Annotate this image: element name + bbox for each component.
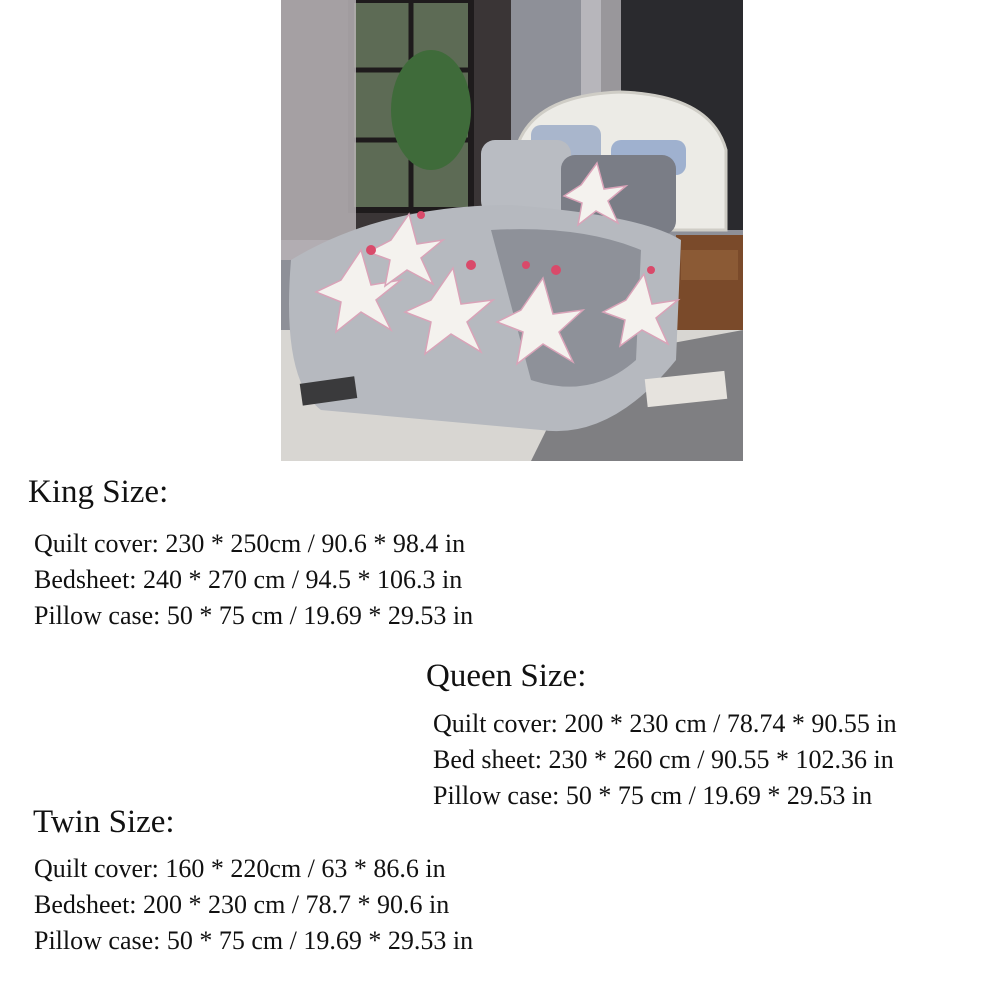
king-pillow-case-spec: Pillow case: 50 * 75 cm / 19.69 * 29.53 in — [34, 601, 474, 630]
queen-bed-sheet-spec: Bed sheet: 230 * 260 cm / 90.55 * 102.36 in — [433, 745, 894, 774]
queen-pillow-case-spec: Pillow case: 50 * 75 cm / 19.69 * 29.53 in — [433, 781, 873, 810]
king-quilt-cover-spec: Quilt cover: 230 * 250cm / 90.6 * 98.4 in — [34, 529, 466, 558]
king-size-title: King Size: — [28, 474, 169, 510]
twin-size-spec-list — [34, 851, 473, 959]
king-size-spec-list — [34, 526, 473, 634]
queen-quilt-cover-spec: Quilt cover: 200 * 230 cm / 78.74 * 90.55 in — [433, 709, 897, 738]
twin-quilt-cover-spec: Quilt cover: 160 * 220cm / 63 * 86.6 in — [34, 854, 446, 883]
product-photo — [281, 0, 743, 461]
twin-pillow-case-spec: Pillow case: 50 * 75 cm / 19.69 * 29.53 in — [34, 926, 474, 955]
twin-bedsheet-spec: Bedsheet: 200 * 230 cm / 78.7 * 90.6 in — [34, 890, 450, 919]
king-bedsheet-spec: Bedsheet: 240 * 270 cm / 94.5 * 106.3 in — [34, 565, 463, 594]
queen-size-spec-list — [433, 706, 897, 814]
queen-size-title: Queen Size: — [426, 658, 587, 694]
bedding-set-illustration — [281, 0, 743, 461]
twin-size-title: Twin Size: — [33, 804, 175, 840]
